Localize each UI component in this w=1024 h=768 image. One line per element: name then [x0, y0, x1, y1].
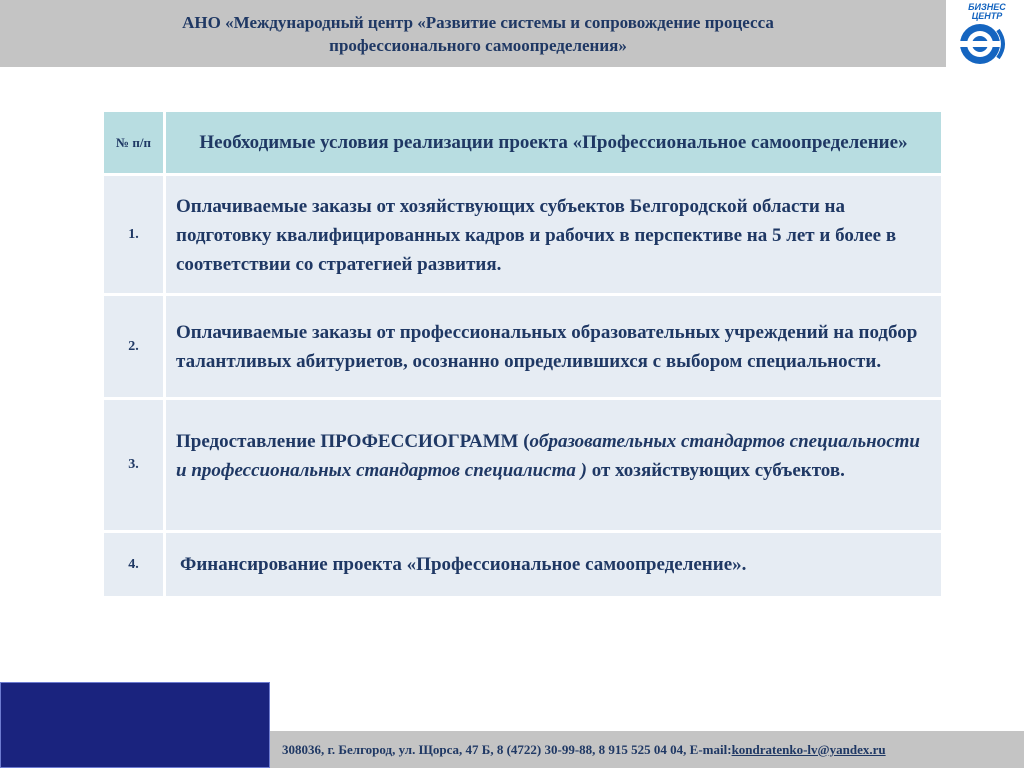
- row-number: 4.: [104, 533, 166, 599]
- row-text-suffix: от хозяйствующих субъектов.: [586, 460, 845, 481]
- row-number: 2.: [104, 296, 166, 400]
- business-center-logo-icon: [946, 0, 1024, 67]
- row-number: 1.: [104, 176, 166, 296]
- row-text: Оплачиваемые заказы от хозяйствующих субъектов Белгородской области на подготовку квалифицированных кадров и рабочих в перспективе на 5 лет и более в соответствии со стратегией развития.: [166, 176, 944, 296]
- footer-address: 308036, г. Белгород, ул. Щорса, 47 Б, 8 (4722) 30-99-88, 8 915 525 04 04, E-mail:: [282, 741, 732, 757]
- column-header-number: № п/п: [104, 112, 166, 176]
- row-text-italic: образовательных стандартов специальности и профессиональных стандартов специалиста ): [176, 431, 920, 481]
- table-row: [104, 400, 944, 533]
- slide-header: [0, 0, 946, 67]
- logo-band: [956, 41, 1004, 47]
- decorative-corner-block: [0, 682, 270, 768]
- conditions-table: [104, 112, 944, 599]
- row-number: 3.: [104, 400, 166, 533]
- logo-text-line-2: ЦЕНТР: [971, 11, 1003, 21]
- column-header-conditions: Необходимые условия реализации проекта «Профессиональное самоопределение»: [166, 112, 944, 176]
- header-title-line-1: АНО «Международный центр «Развитие системы и сопровождение процесса: [182, 12, 774, 32]
- row-text: Оплачиваемые заказы от профессиональных образовательных учреждений на подбор талантливых абитуриетов, осознанно определившихся с выбором специальности.: [166, 296, 944, 400]
- business-center-logo: [946, 0, 1024, 67]
- row-text-prefix: Предоставление ПРОФЕССИОГРАММ (: [176, 431, 530, 452]
- footer-email-link[interactable]: kondratenko-lv@yandex.ru: [731, 741, 886, 757]
- table-header-row: [104, 112, 944, 176]
- header-title-line-2: профессионального самоопределения»: [329, 35, 627, 55]
- logo-text-line-1: БИЗНЕС: [968, 2, 1006, 12]
- slide-footer: [270, 731, 1024, 768]
- table-row: [104, 296, 944, 400]
- table-row: [104, 533, 944, 599]
- row-text: [166, 400, 944, 533]
- table-row: [104, 176, 944, 296]
- row-text: Финансирование проекта «Профессиональное самоопределение».: [166, 533, 944, 599]
